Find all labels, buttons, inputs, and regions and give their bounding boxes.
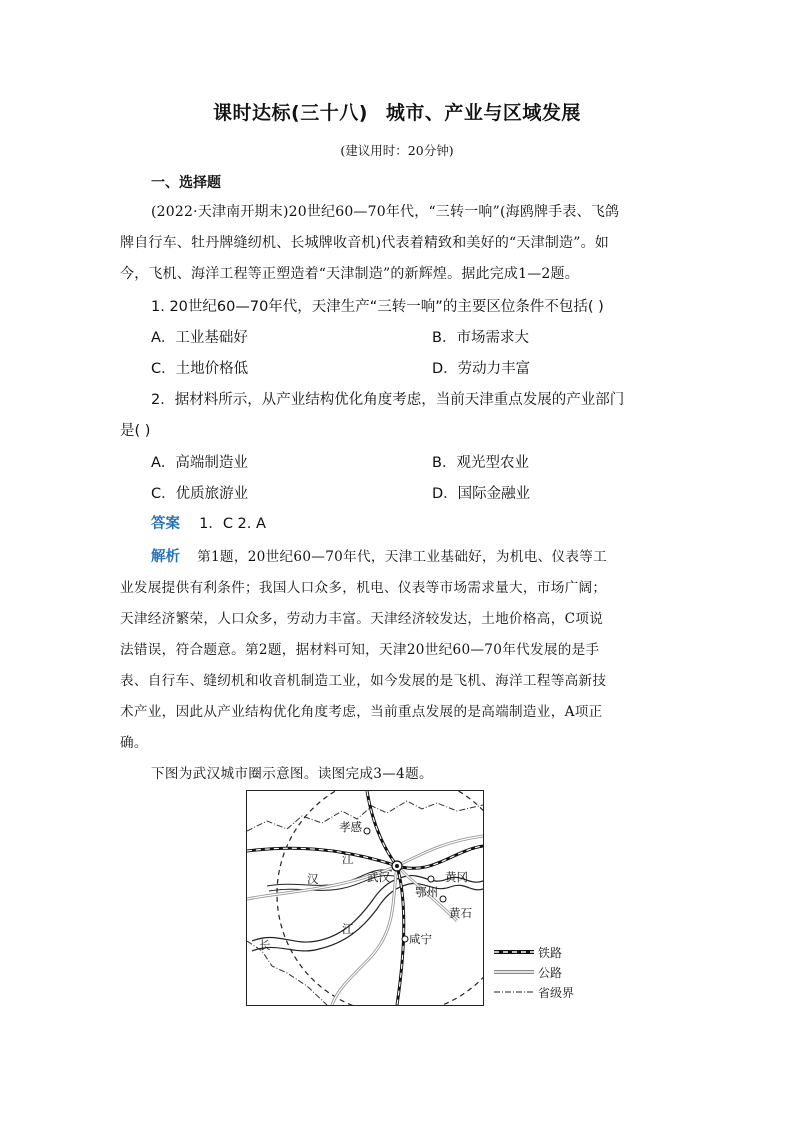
xiaogan-marker — [364, 828, 370, 834]
question-2-stem-line-2: 是( ) — [120, 423, 151, 439]
map-intro: 下图为武汉城市圈示意图。读图完成3—4题。 — [151, 766, 433, 782]
q2-option-d: D．国际金融业 — [432, 486, 531, 502]
label-han: 汉 — [307, 872, 319, 886]
highway-symbol — [494, 968, 534, 976]
explanation-line-7: 确。 — [120, 735, 148, 751]
page-title — [0, 98, 794, 125]
q2-option-b: B．观光型农业 — [432, 455, 529, 471]
label-xiaogan: 孝感 — [339, 820, 362, 834]
label-xianning: 咸宁 — [409, 932, 432, 946]
q1-option-d: D．劳动力丰富 — [432, 361, 531, 377]
question-2-stem-line-1: 2．据材料所示，从产业结构优化角度考虑，当前天津重点发展的产业部门 — [151, 392, 625, 408]
xianning-marker — [402, 936, 408, 942]
explanation-line-2: 业发展提供有利条件；我国人口众多，机电、仪表等市场需求量大，市场广阔； — [120, 580, 607, 596]
q2-option-a: A．高端制造业 — [151, 455, 248, 471]
legend-highway-label: 公路 — [538, 966, 563, 980]
label-huanggang: 黄冈 — [445, 870, 468, 884]
label-jiang-bottom: 江 — [342, 922, 354, 936]
q1-option-c: C．土地价格低 — [151, 361, 249, 377]
label-jiang-top: 江 — [342, 852, 354, 866]
legend-province-boundary-label: 省级界 — [538, 986, 575, 1000]
province-boundary-symbol — [494, 988, 534, 996]
explanation-first-row — [151, 545, 607, 566]
suggested-time: (建议用时：20分钟) — [340, 143, 454, 158]
answer-value: 1．C 2. A — [199, 516, 266, 532]
answer-row — [151, 512, 266, 533]
material-line-1: (2022·天津南开期末)20世纪60—70年代，“三转一响”(海鸥牌手表、飞鸽 — [151, 204, 620, 220]
title-lesson: 课时达标(三十八) — [213, 102, 368, 124]
wuhan-city-circle-map — [246, 790, 484, 1006]
explanation-label: 解析 — [151, 549, 180, 565]
huanggang-marker — [428, 876, 434, 882]
explanation-line-1: 第1题，20世纪60—70年代，天津工业基础好，为机电、仪表等工 — [197, 549, 608, 565]
explanation-line-3: 天津经济繁荣，人口众多，劳动力丰富。天津经济较发达，土地价格高，C项说 — [120, 611, 604, 627]
huangshi-marker — [440, 896, 446, 902]
q1-option-b: B．市场需求大 — [432, 330, 529, 346]
province-boundary-top — [247, 801, 483, 831]
label-wuhan: 武汉 — [367, 870, 390, 884]
material-line-2: 牌自行车、牡丹牌缝纫机、长城牌收音机)代表着精致和美好的“天津制造”。如 — [120, 235, 609, 251]
city-circle — [277, 791, 483, 1005]
label-ezhou: 鄂州 — [415, 885, 438, 899]
explanation-line-4: 法错误，符合题意。第2题，据材料可知，天津20世纪60—70年代发展的是手 — [120, 642, 600, 658]
railway-symbol — [494, 948, 534, 956]
q2-option-c: C．优质旅游业 — [151, 486, 249, 502]
material-line-3: 今，飞机、海洋工程等正塑造着“天津制造”的新辉煌。据此完成1—2题。 — [120, 266, 579, 282]
section-heading: 一、选择题 — [151, 175, 221, 191]
legend-railway-label: 铁路 — [538, 946, 563, 960]
label-huangshi: 黄石 — [449, 906, 472, 920]
map-drawing — [247, 791, 483, 1005]
q1-option-a: A．工业基础好 — [151, 330, 248, 346]
explanation-line-6: 术产业，因此从产业结构优化角度考虑，当前重点发展的是高端制造业，A项正 — [120, 704, 603, 720]
question-1-stem: 1. 20世纪60—70年代，天津生产“三转一响”的主要区位条件不包括( ) — [151, 299, 604, 315]
answer-label: 答案 — [151, 516, 180, 532]
label-chang: 长 — [259, 938, 271, 952]
title-topic: 城市、产业与区域发展 — [385, 102, 581, 124]
explanation-line-5: 表、自行车、缝纫机和收音机制造工业，如今发展的是飞机、海洋工程等高新技 — [120, 673, 607, 689]
